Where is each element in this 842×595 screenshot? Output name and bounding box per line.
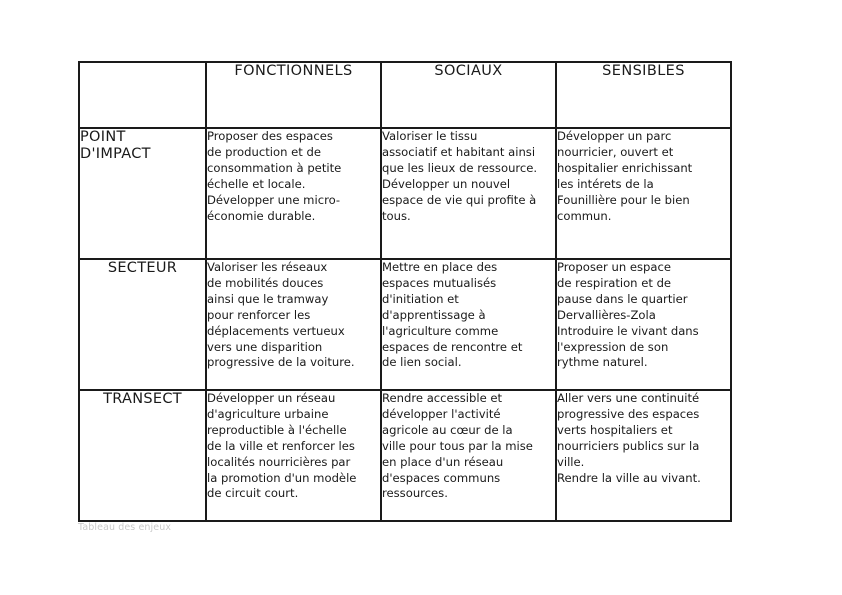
table-cell: Proposer des espaces de production et de consommation à petite échelle et locale. Développer une micro- économie durable. bbox=[206, 128, 381, 259]
table-cell: Valoriser les réseaux de mobilités douces ainsi que le tramway pour renforcer les déplacements vertueux vers une disparition progressive de la voiture. bbox=[206, 259, 381, 390]
stakes-table bbox=[78, 61, 732, 522]
row-header-point-impact: POINT D'IMPACT bbox=[79, 128, 206, 259]
table-cell: Proposer un espace de respiration et de pause dans le quartier Dervallières-Zola Introduire le vivant dans l'expression de son rythme naturel. bbox=[556, 259, 731, 390]
table-corner-cell bbox=[79, 62, 206, 128]
column-header-sociaux: SOCIAUX bbox=[381, 62, 556, 128]
table-cell: Mettre en place des espaces mutualisés d'initiation et d'apprentissage à l'agriculture comme espaces de rencontre et de lien social. bbox=[381, 259, 556, 390]
table-row bbox=[79, 259, 731, 390]
table-caption: Tableau des enjeux bbox=[78, 522, 172, 533]
table-cell: Rendre accessible et développer l'activité agricole au cœur de la ville pour tous par la mise en place d'un réseau d'espaces communs ressources. bbox=[381, 390, 556, 521]
table-header-row bbox=[79, 62, 731, 128]
row-header-secteur: SECTEUR bbox=[79, 259, 206, 390]
column-header-fonctionnels: FONCTIONNELS bbox=[206, 62, 381, 128]
table-cell: Aller vers une continuité progressive des espaces verts hospitaliers et nourriciers publics sur la ville. Rendre la ville au vivant. bbox=[556, 390, 731, 521]
column-header-sensibles: SENSIBLES bbox=[556, 62, 731, 128]
table-cell: Développer un réseau d'agriculture urbaine reproductible à l'échelle de la ville et renforcer les localités nourricières par la promotion d'un modèle de circuit court. bbox=[206, 390, 381, 521]
table-cell: Valoriser le tissu associatif et habitant ainsi que les lieux de ressource. Développer un nouvel espace de vie qui profite à tous. bbox=[381, 128, 556, 259]
row-header-transect: TRANSECT bbox=[79, 390, 206, 521]
table-row bbox=[79, 390, 731, 521]
table-cell: Développer un parc nourricier, ouvert et hospitalier enrichissant les intérets de la Founillière pour le bien commun. bbox=[556, 128, 731, 259]
table-row bbox=[79, 128, 731, 259]
